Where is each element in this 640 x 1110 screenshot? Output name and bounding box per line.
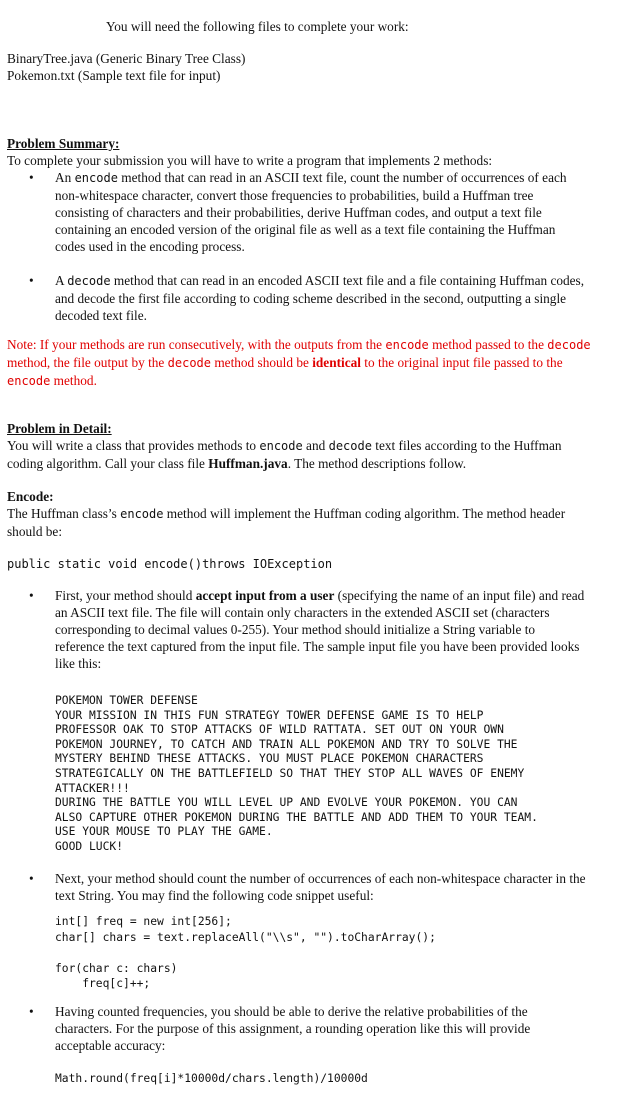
encode-bullet-1: • First, your method should accept input from a user (specifying the name of an input file) and read an ASCII text file. The file will contain only characters in the extended ASCII set (characters corresponding to decimal values 0-255). Your method should initialize a String variable to reference the text captured from the input file. The sample input file you have been provided looks like this: (29, 588, 585, 671)
summary-bullets (7, 169, 587, 324)
intro-line: You will need the following files to complete your work: (106, 19, 409, 34)
bullet-glyph: • (29, 871, 34, 886)
bullet-glyph: • (29, 170, 34, 185)
problem-summary-section (7, 135, 610, 324)
inline-code: decode (67, 274, 111, 288)
sample-input-text: POKEMON TOWER DEFENSE YOUR MISSION IN THIS FUN STRATEGY TOWER DEFENSE GAME IS TO HELP PROFESSOR OAK TO STOP ATTACKS OF WILD RATTATA. SET OUT ON YOUR OWN POKEMON JOURNEY, TO CATCH AND TRAIN ALL POKEMON AND TRY TO SOLVE THE MYSTERY BEHIND THESE ATTACKS. YOU MUST PLACE POKEMON CHARACTERS STRATEGICALLY ON THE BATTLEFIELD SO THAT THEY STOP ALL WAVES OF ENEMY ATTACKER!!! DURING THE BATTLE YOU WILL LEVEL UP AND EVOLVE YOUR POKEMON. YOU CAN ALSO CAPTURE OTHER POKEMON DURING THE BATTLE AND ADD THEM TO YOUR TEAM. USE YOUR MOUSE TO PLAY THE GAME. GOOD LUCK! (55, 694, 538, 853)
bullet-glyph: • (29, 273, 34, 288)
summary-bullet-encode: • An encode method that can read in an ASCII text file, count the number of occurrences of each non-whitespace character, convert those frequencies to probabilities, build a Huffman tree consisting of characters and their probabilities, derive Huffman codes, and output a text file containing an encoded version of the original file as well as a text file containing the Huffman codes used in the encoding process. (29, 170, 567, 254)
method-signature: public static void encode()throws IOException (7, 557, 333, 571)
bullet-glyph: • (29, 588, 34, 603)
encode-section (7, 488, 592, 540)
required-files-list (7, 50, 245, 84)
inline-code: encode (74, 171, 118, 185)
bullet-glyph: • (29, 1004, 34, 1019)
file-binarytree: BinaryTree.java (Generic Binary Tree Class) (7, 51, 246, 66)
problem-detail-section (7, 420, 592, 472)
note-paragraph: Note: If your methods are run consecutively, with the outputs from the encode method passed to the decode method, the file output by the decode method should be identical to the original input file passed to the encode method. (7, 337, 591, 388)
problem-summary-heading: Problem Summary: (7, 136, 120, 151)
encode-bullet-3: • Having counted frequencies, you should be able to derive the relative probabilities of the characters. For the purpose of this assignment, a rounding operation like this will provide acceptable accuracy: (29, 1004, 531, 1053)
problem-summary-lead: To complete your submission you will have to write a program that implements 2 methods: (7, 153, 493, 168)
frequency-code-snippet: int[] freq = new int[256]; char[] chars = text.replaceAll("\\s", "").toCharArray(); for(char c: chars) freq[c]++; (55, 915, 436, 990)
summary-bullet-decode: • A decode method that can read in an encoded ASCII text file and a file containing Huffman codes, and decode the first file according to coding scheme described in the second, outputting a single decoded text file. (29, 273, 585, 323)
encode-heading: Encode: (7, 489, 54, 504)
rounding-code: Math.round(freq[i]*10000d/chars.length)/10000d (55, 1072, 368, 1085)
file-pokemon: Pokemon.txt (Sample text file for input) (7, 68, 221, 83)
encode-intro: The Huffman class’s encode method will implement the Huffman coding algorithm. The method header should be: (7, 506, 566, 539)
encode-bullet-2: • Next, your method should count the number of occurrences of each non-whitespace character in the text String. You may find the following code snippet useful: (29, 871, 586, 903)
problem-detail-heading: Problem in Detail: (7, 421, 112, 436)
problem-detail-text: You will write a class that provides methods to encode and decode text files according to the Huffman coding algorithm. Call your class file Huffman.java. The method descriptions follow. (7, 438, 562, 471)
